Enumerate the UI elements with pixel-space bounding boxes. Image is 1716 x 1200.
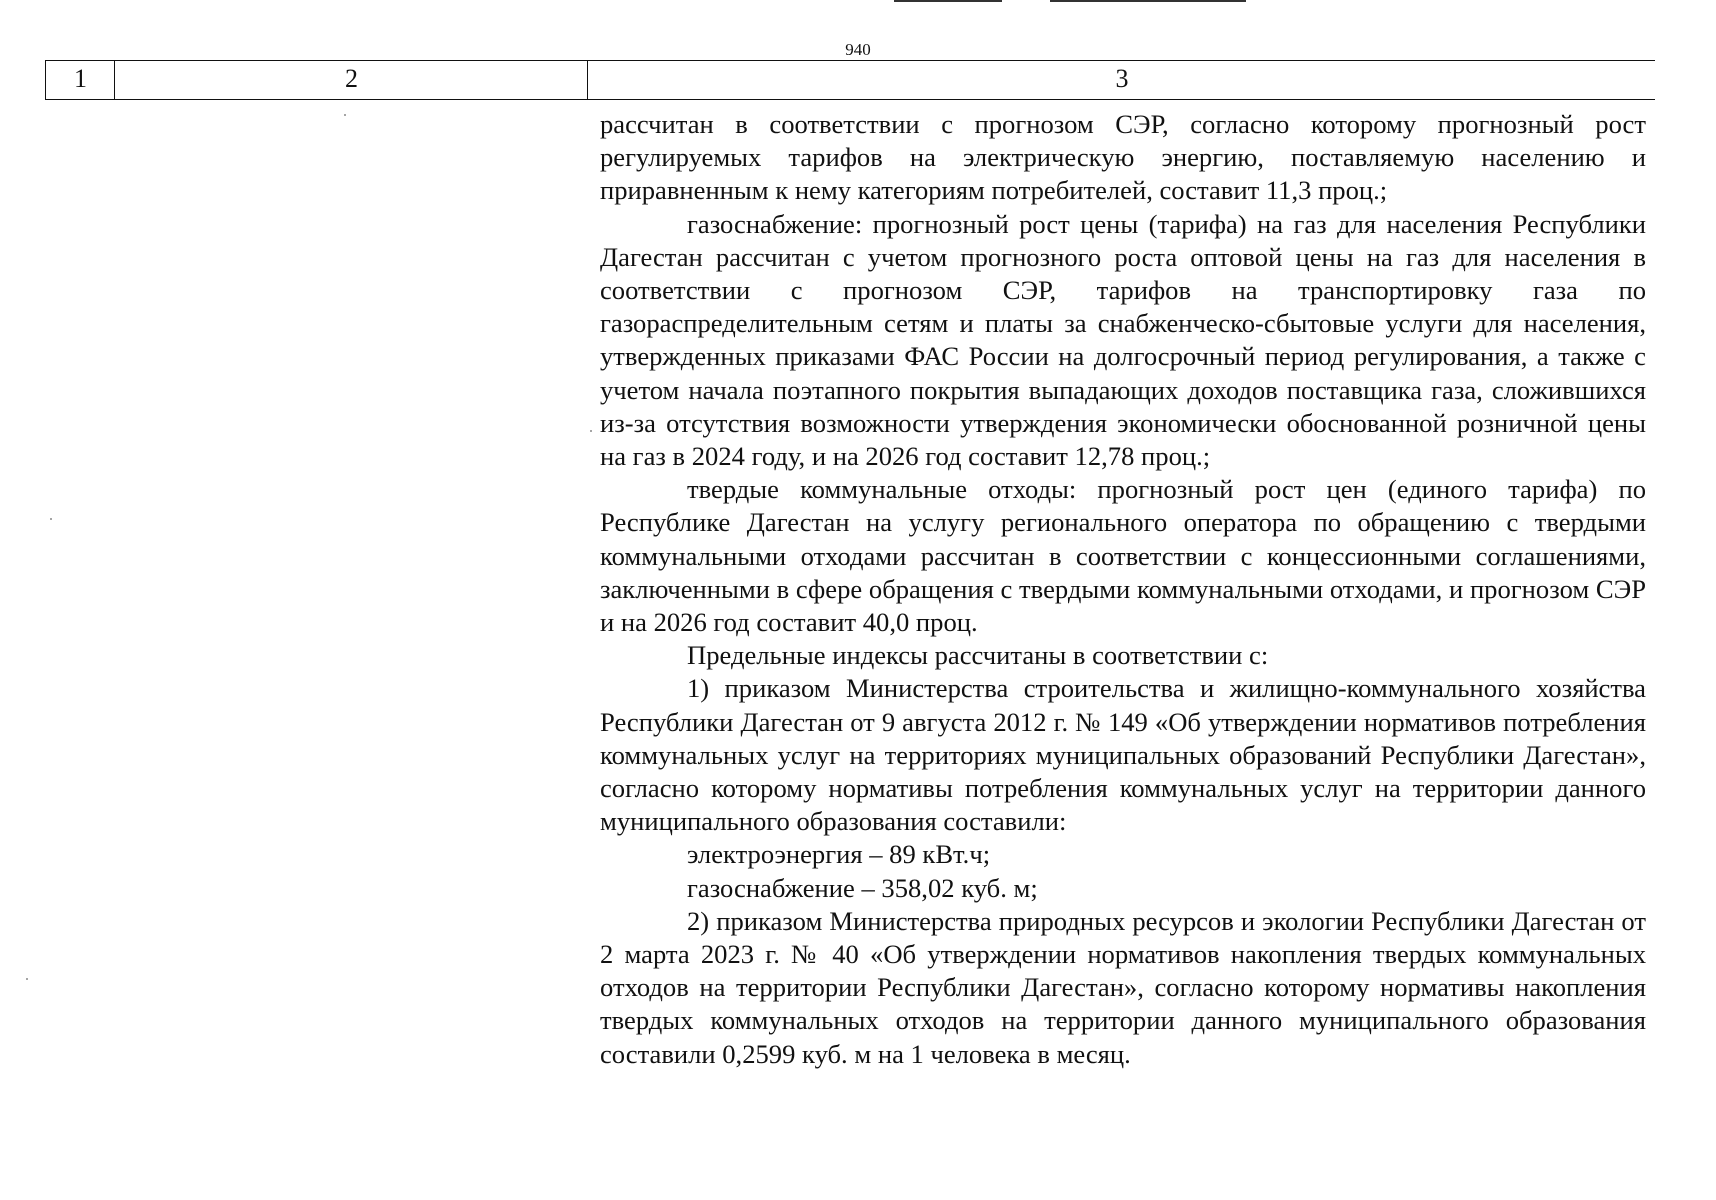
- paragraph-limit-indices-intro: Предельные индексы рассчитаны в соответствии с:: [687, 640, 1269, 671]
- scan-edge-mark-left: [894, 0, 1002, 2]
- paragraph-solid-waste: твердые коммунальные отходы: прогнозный рост цен (единого тарифа) по Республике Дагестан на услугу регионального оператора по обращению с твердыми коммунальными отходами рассчитан в соответствии с концессионными соглашениями, заключенными в сфере обращения с твердыми коммунальными отходами, и прогнозом СЭР и на 2026 год составит 40,0 проц.: [600, 474, 1646, 638]
- paragraph-gas-supply: газоснабжение: прогнозный рост цены (тарифа) на газ для населения Республики Дагестан рассчитан с учетом прогнозного роста оптовой цены на газ для населения в соответствии с прогнозом СЭР, тарифов на транспортировку газа по газораспределительным сетям и платы за снабженческо-сбытовые услуги для населения, утвержденных приказами ФАС России на долгосрочный период регулирования, а также с учетом начала поэтапного покрытия выпадающих доходов поставщика газа, сложившихся из-за отсутствия возможности утверждения экономически обоснованной розничной цены на газ в 2024 году, и на 2026 год составит 12,78 проц.;: [600, 208, 1646, 472]
- paragraph-electricity-norm: электроэнергия – 89 кВт.ч;: [687, 839, 991, 870]
- table-column-header-row: [45, 60, 1655, 100]
- scan-speck: [344, 114, 346, 116]
- scan-speck: [590, 430, 592, 432]
- paragraph-order-1: 1) приказом Министерства строительства и жилищно-коммунального хозяйства Республики Дагестан от 9 августа 2012 г. № 149 «Об утверждении нормативов потребления коммунальных услуг на территориях муниципальных образований Республики Дагестан», согласно которому нормативы потребления коммунальных услуг на территории данного муниципального образования составили:: [600, 673, 1646, 837]
- column-header-1: 1: [45, 61, 115, 99]
- column-3-text-body: [600, 108, 1646, 1071]
- paragraph-order-2: 2) приказом Министерства природных ресурсов и экологии Республики Дагестан от 2 марта 2023 г. № 40 «Об утверждении нормативов накопления твердых коммунальных отходов на территории Республики Дагестан», согласно которому нормативы накопления твердых коммунальных отходов на территории данного муниципального образования составили 0,2599 куб. м на 1 человека в месяц.: [600, 905, 1646, 1069]
- column-header-3: 3: [587, 61, 1656, 99]
- scan-speck: [26, 978, 28, 980]
- scan-speck: [50, 518, 52, 520]
- column-header-2: 2: [114, 61, 588, 99]
- page-number: 940: [845, 40, 871, 59]
- scan-edge-mark-right: [1050, 0, 1246, 2]
- paragraph-electricity-continuation: рассчитан в соответствии с прогнозом СЭР, согласно которому прогнозный рост регулируемых тарифов на электрическую энергию, поставляемую населению и приравненным к нему категориям потребителей, составит 11,3 проц.;: [600, 109, 1646, 206]
- paragraph-gas-norm: газоснабжение – 358,02 куб. м;: [687, 872, 1038, 903]
